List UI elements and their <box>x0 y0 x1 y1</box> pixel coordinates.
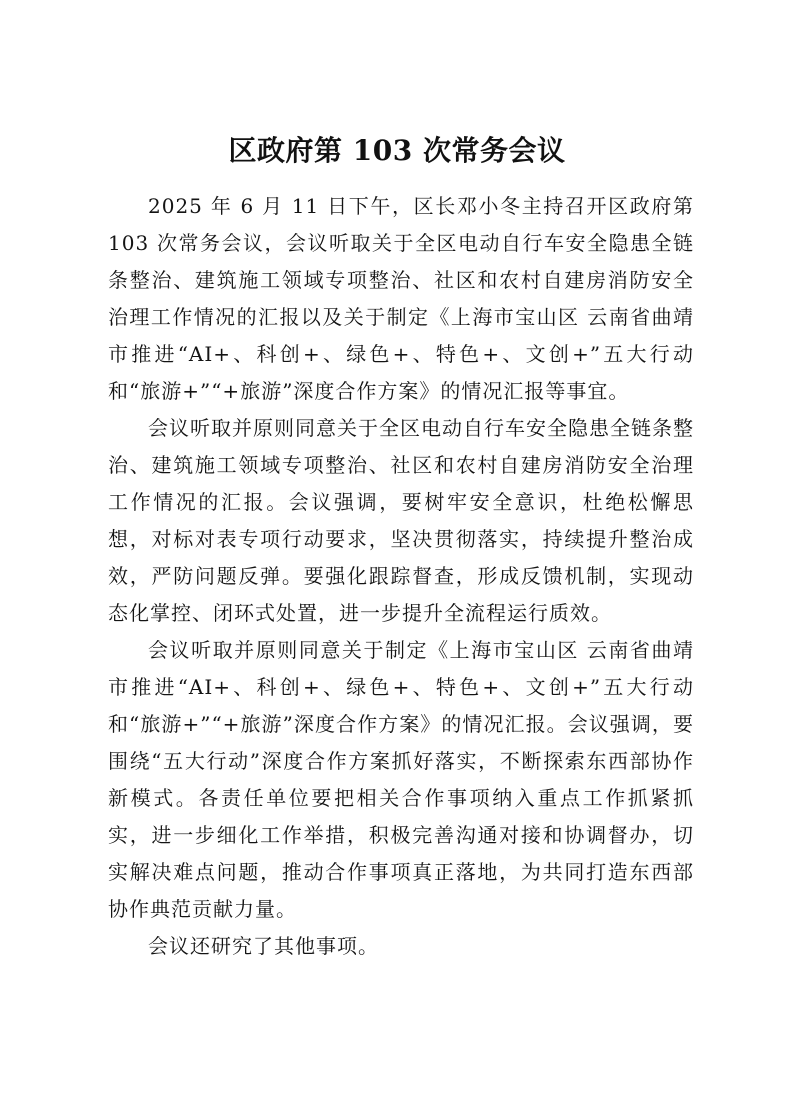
paragraph-meeting-summary: 2025 年 6 月 11 日下午，区长邓小冬主持召开区政府第 103 次常务会议，会议听取关于全区电动自行车安全隐患全链条整治、建筑施工领域专项整治、社区和农村自建房消防安全治理工作情况的汇报以及关于制定《上海市宝山区 云南省曲靖市推进“AI+、科创+、绿色+、特色+、文创+”五大行动和“旅游+”“+旅游”深度合作方案》的情况汇报等事宜。 <box>108 194 694 403</box>
paragraph-safety-rectification: 会议听取并原则同意关于全区电动自行车安全隐患全链条整治、建筑施工领域专项整治、社区和农村自建房消防安全治理工作情况的汇报。会议强调，要树牢安全意识，杜绝松懈思想，对标对表专项行动要求，坚决贯彻落实，持续提升整治成效，严防问题反弹。要强化跟踪督查，形成反馈机制，实现动态化掌控、闭环式处置，进一步提升全流程运行质效。 <box>108 416 694 625</box>
document-title: 区政府第 103 次常务会议 <box>228 133 566 167</box>
document-body <box>108 188 694 965</box>
paragraph-other-matters: 会议还研究了其他事项。 <box>148 934 379 958</box>
paragraph-cooperation-plan: 会议听取并原则同意关于制定《上海市宝山区 云南省曲靖市推进“AI+、科创+、绿色+、特色+、文创+”五大行动和“旅游+”“+旅游”深度合作方案》的情况汇报。会议强调，要围绕“五大行动”深度合作方案抓好落实，不断探索东西部协作新模式。各责任单位要把相关合作事项纳入重点工作抓紧抓实，进一步细化工作举措，积极完善沟通对接和协调督办，切实解决难点问题，推动合作事项真正落地，为共同打造东西部协作典范贡献力量。 <box>108 638 694 921</box>
